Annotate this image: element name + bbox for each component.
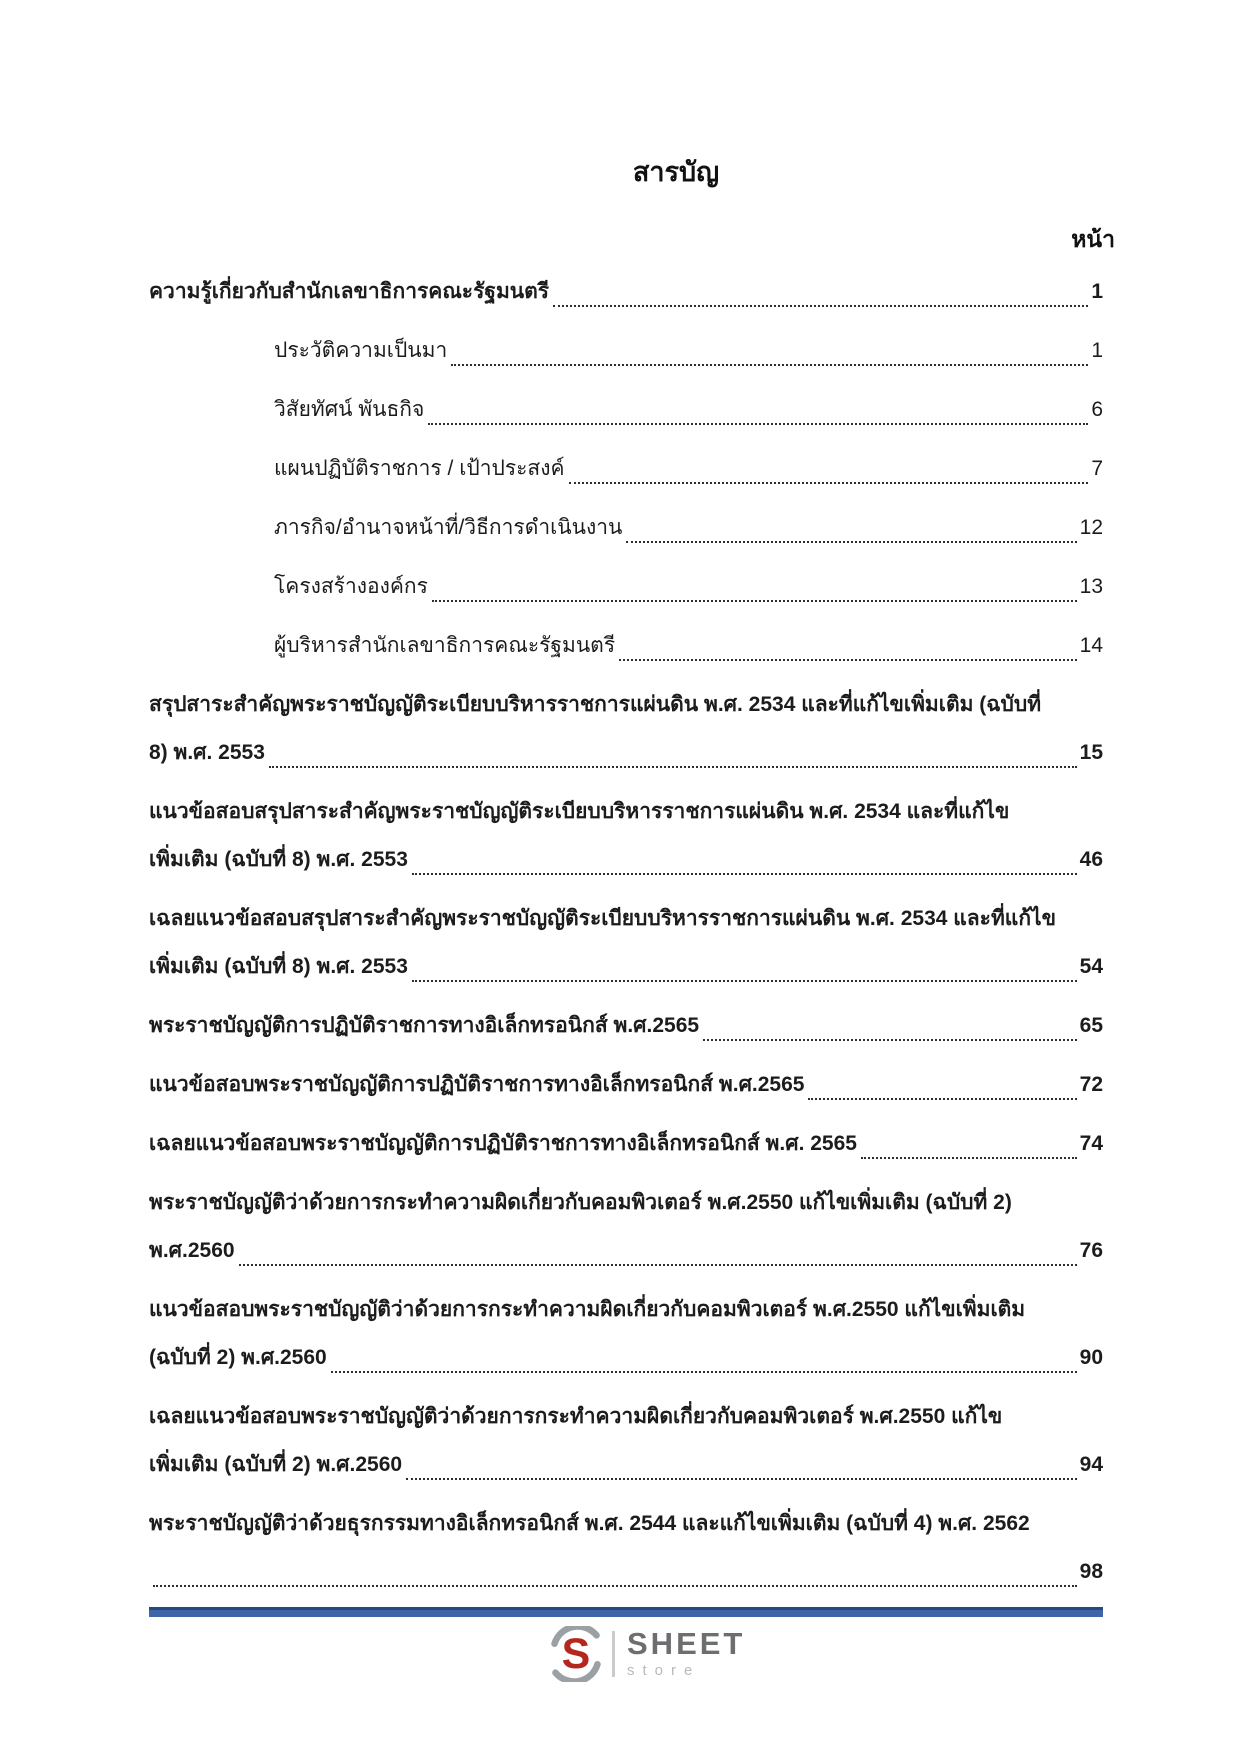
dot-leader bbox=[412, 980, 1077, 982]
sheet-store-logo bbox=[548, 1626, 745, 1682]
toc-entry bbox=[149, 1393, 1103, 1489]
toc-page-number: 74 bbox=[1079, 1132, 1103, 1155]
toc-entry-text: แผนปฏิบัติราชการ / เป้าประสงค์ bbox=[274, 457, 565, 480]
dot-leader bbox=[331, 1371, 1077, 1373]
toc-entry-line bbox=[149, 1334, 1103, 1382]
toc-entry bbox=[149, 1179, 1103, 1275]
toc-entry-line bbox=[149, 729, 1103, 777]
toc-entry-text: เพิ่มเติม (ฉบับที่ 8) พ.ศ. 2553 bbox=[149, 955, 408, 978]
toc-entry-text: เฉลยแนวข้อสอบพระราชบัญญัติการปฏิบัติราชการทางอิเล็กทรอนิกส์ พ.ศ. 2565 bbox=[149, 1132, 857, 1155]
dot-leader bbox=[626, 541, 1076, 543]
toc-entry-line bbox=[149, 622, 1103, 670]
dot-leader bbox=[703, 1039, 1077, 1041]
toc-page-number: 14 bbox=[1079, 634, 1103, 657]
toc-entry-line bbox=[149, 1393, 1103, 1441]
toc-entry-line bbox=[149, 788, 1103, 836]
toc-page-number: 72 bbox=[1079, 1073, 1103, 1096]
toc-page-number: 1 bbox=[1091, 339, 1103, 362]
toc-entry-text: แนวข้อสอบพระราชบัญญัติว่าด้วยการกระทำความผิดเกี่ยวกับคอมพิวเตอร์ พ.ศ.2550 แก้ไขเพิ่มเติม bbox=[149, 1298, 1026, 1321]
toc-entry bbox=[149, 681, 1103, 777]
toc-entry bbox=[149, 622, 1103, 670]
toc-entry-text: ความรู้เกี่ยวกับสำนักเลขาธิการคณะรัฐมนตรี bbox=[149, 280, 550, 303]
toc-page-number: 90 bbox=[1079, 1346, 1103, 1369]
dot-leader bbox=[153, 1585, 1077, 1587]
svg-text:S: S bbox=[561, 1630, 591, 1678]
logo-s-icon bbox=[548, 1626, 604, 1682]
toc-entry-text: พระราชบัญญัติว่าด้วยธุรกรรมทางอิเล็กทรอนิกส์ พ.ศ. 2544 และแก้ไขเพิ่มเติม (ฉบับที่ 4) พ.ศ. 2562 bbox=[149, 1512, 1030, 1535]
dot-leader bbox=[861, 1157, 1077, 1159]
dot-leader bbox=[553, 305, 1088, 307]
toc-entry bbox=[149, 563, 1103, 611]
toc-entry-text: แนวข้อสอบพระราชบัญญัติการปฏิบัติราชการทางอิเล็กทรอนิกส์ พ.ศ.2565 bbox=[149, 1073, 805, 1096]
dot-leader bbox=[569, 482, 1089, 484]
dot-leader bbox=[269, 766, 1077, 768]
toc-entry-text: (ฉบับที่ 2) พ.ศ.2560 bbox=[149, 1346, 327, 1369]
toc-page-number: 15 bbox=[1079, 741, 1103, 764]
toc-entry-line bbox=[149, 1120, 1103, 1168]
toc-entry-line bbox=[149, 1441, 1103, 1489]
toc-entry bbox=[149, 445, 1103, 493]
toc-entry-line bbox=[149, 563, 1103, 611]
toc-entry-text: แนวข้อสอบสรุปสาระสำคัญพระราชบัญญัติระเบียบบริหารราชการแผ่นดิน พ.ศ. 2534 และที่แก้ไข bbox=[149, 800, 1010, 823]
toc-entry-text: พ.ศ.2560 bbox=[149, 1239, 235, 1262]
toc-entry-line bbox=[149, 1002, 1103, 1050]
toc-entry-line bbox=[149, 681, 1103, 729]
toc-entry bbox=[149, 1286, 1103, 1382]
toc-entry-line bbox=[149, 895, 1103, 943]
toc-entry-line bbox=[149, 1286, 1103, 1334]
toc-entry-text: วิสัยทัศน์ พันธกิจ bbox=[274, 398, 425, 421]
toc-page-number: 54 bbox=[1079, 955, 1103, 978]
page-title: สารบัญ bbox=[632, 157, 720, 187]
toc-page-number: 46 bbox=[1079, 848, 1103, 871]
toc-entry-line bbox=[149, 1227, 1103, 1275]
toc-entry bbox=[149, 788, 1103, 884]
toc-page-number: 13 bbox=[1079, 575, 1103, 598]
toc-entry bbox=[149, 1120, 1103, 1168]
toc-entry-text: พระราชบัญญัติว่าด้วยการกระทำความผิดเกี่ยวกับคอมพิวเตอร์ พ.ศ.2550 แก้ไขเพิ่มเติม (ฉบับที่ 2) bbox=[149, 1191, 1012, 1214]
toc-entry bbox=[149, 386, 1103, 434]
dot-leader bbox=[428, 423, 1088, 425]
toc-page-number: 98 bbox=[1079, 1560, 1103, 1583]
toc-entry-text: เฉลยแนวข้อสอบสรุปสาระสำคัญพระราชบัญญัติระเบียบบริหารราชการแผ่นดิน พ.ศ. 2534 และที่แก้ไข bbox=[149, 907, 1056, 930]
toc-entry bbox=[149, 268, 1103, 316]
toc-entry-line bbox=[149, 268, 1103, 316]
dot-leader bbox=[406, 1478, 1077, 1480]
toc-list bbox=[149, 268, 1103, 1607]
toc-entry-text: เฉลยแนวข้อสอบพระราชบัญญัติว่าด้วยการกระทำความผิดเกี่ยวกับคอมพิวเตอร์ พ.ศ.2550 แก้ไข bbox=[149, 1405, 1003, 1428]
toc-entry-text: ประวัติความเป็นมา bbox=[274, 339, 448, 362]
toc-entry-text: 8) พ.ศ. 2553 bbox=[149, 741, 265, 764]
toc-entry-text: ภารกิจ/อำนาจหน้าที่/วิธีการดำเนินงาน bbox=[274, 516, 623, 539]
toc-entry-text: เพิ่มเติม (ฉบับที่ 8) พ.ศ. 2553 bbox=[149, 848, 408, 871]
logo-name: SHEET bbox=[627, 1626, 746, 1661]
logo-divider bbox=[612, 1631, 615, 1677]
toc-entry-line bbox=[149, 836, 1103, 884]
toc-entry bbox=[149, 895, 1103, 991]
toc-page-number: 7 bbox=[1091, 457, 1103, 480]
toc-entry bbox=[149, 504, 1103, 552]
dot-leader bbox=[808, 1098, 1076, 1100]
toc-entry-text: สรุปสาระสำคัญพระราชบัญญัติระเบียบบริหารราชการแผ่นดิน พ.ศ. 2534 และที่แก้ไขเพิ่มเติม (ฉบับที่ bbox=[149, 693, 1042, 716]
toc-entry-line bbox=[149, 1179, 1103, 1227]
toc-entry-line bbox=[149, 504, 1103, 552]
toc-entry-line bbox=[149, 1500, 1103, 1548]
toc-page-number: 1 bbox=[1091, 280, 1103, 303]
dot-leader bbox=[619, 659, 1077, 661]
toc-page-number: 94 bbox=[1079, 1453, 1103, 1476]
dot-leader bbox=[451, 364, 1088, 366]
toc-entry bbox=[149, 1061, 1103, 1109]
dot-leader bbox=[432, 600, 1077, 602]
toc-entry bbox=[149, 1500, 1103, 1596]
toc-entry bbox=[149, 1002, 1103, 1050]
toc-page-number: 76 bbox=[1079, 1239, 1103, 1262]
toc-entry bbox=[149, 327, 1103, 375]
page-column-label: หน้า bbox=[1071, 226, 1115, 252]
toc-entry-text: โครงสร้างองค์กร bbox=[274, 575, 428, 598]
toc-entry-text: พระราชบัญญัติการปฏิบัติราชการทางอิเล็กทรอนิกส์ พ.ศ.2565 bbox=[149, 1014, 700, 1037]
dot-leader bbox=[412, 873, 1077, 875]
toc-page-number: 65 bbox=[1079, 1014, 1103, 1037]
toc-page-number: 12 bbox=[1079, 516, 1103, 539]
toc-entry-line bbox=[149, 386, 1103, 434]
logo-subname: store bbox=[627, 1662, 701, 1679]
dot-leader bbox=[239, 1264, 1077, 1266]
logo-text-block bbox=[627, 1626, 746, 1679]
footer-rule bbox=[149, 1607, 1103, 1617]
toc-entry-text: ผู้บริหารสำนักเลขาธิการคณะรัฐมนตรี bbox=[274, 634, 616, 657]
toc-entry-line bbox=[149, 1548, 1103, 1596]
toc-entry-text: เพิ่มเติม (ฉบับที่ 2) พ.ศ.2560 bbox=[149, 1453, 403, 1476]
toc-entry-line bbox=[149, 1061, 1103, 1109]
toc-entry-line bbox=[149, 327, 1103, 375]
toc-entry-line bbox=[149, 445, 1103, 493]
toc-page-number: 6 bbox=[1091, 398, 1103, 421]
toc-entry-line bbox=[149, 943, 1103, 991]
